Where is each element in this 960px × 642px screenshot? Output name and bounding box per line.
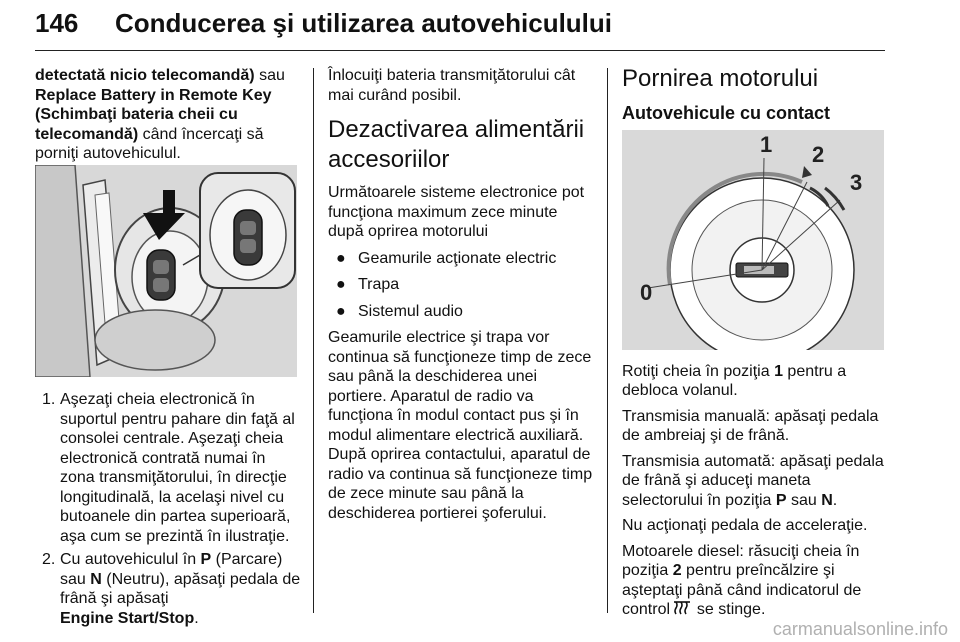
paragraph: Motoarele diesel: răsuciţi cheia în poziţia 2 pentru preîncălzire şi aşteptaţi până când indicatorul de control se stinge. xyxy=(622,542,862,618)
section-title: Pornirea motorului xyxy=(622,65,819,92)
column-2 xyxy=(328,66,596,529)
column-1 xyxy=(35,66,300,170)
paragraph: Geamurile electrice şi trapa vor continua să funcţioneze timp de zece sau până la deschiderea unei portiere. Aparatul de radio va funcţiona în modul contact pus şi în modul alimentare electrică auxiliară. După oprirea contactului, aparatul de radio va continua să funcţioneze timp de zece minute sau până la deschiderea portierei şoferului. xyxy=(328,329,593,522)
column-divider xyxy=(607,68,608,613)
list-item: 1. Aşezaţi cheia electronică în suportul pentru pahare din faţă al consolei centrale. Aşezaţi cheia electronică contrată numai în zona transmiţătorului, în direcţie longitudinală, la acelaşi nivel cu butoanele din partea superioară, aşa cum se prezintă în ilustraţie. xyxy=(42,391,295,545)
page-title: Conducerea şi utilizarea autovehiculului xyxy=(115,8,613,38)
list-item: ● Geamurile acţionate electric xyxy=(336,249,557,267)
paragraph: Rotiţi cheia în poziţia 1 pentru a debloca volanul. xyxy=(622,362,847,399)
paragraph: Nu acţionaţi pedala de acceleraţie. xyxy=(622,517,868,534)
subsection-title: Autovehicule cu contact xyxy=(622,103,831,123)
list-item: ● Trapa xyxy=(336,276,400,293)
watermark: carmanualsonline.info xyxy=(772,619,948,639)
paragraph: Următoarele sisteme electronice pot funcţiona maximum zece minute după oprirea motorului xyxy=(328,184,585,240)
list-item: 2. Cu autovehiculul în P (Parcare) sau N (Neutru), apăsaţi pedala de frână şi apăsaţi Engine Start/Stop. xyxy=(42,551,301,627)
column-3 xyxy=(622,66,892,626)
page-header xyxy=(35,0,885,51)
list-item: ● Sistemul audio xyxy=(336,302,463,320)
position-label-3: 3 xyxy=(850,169,863,195)
position-label-2: 2 xyxy=(812,141,825,167)
section-title: Dezactivarea alimentării accesoriilor xyxy=(328,116,585,173)
intro-paragraph: detectată nicio telecomandă) sau Replace Battery in Remote Key (Schimbaţi bateria cheii cu telecomandă) când încercaţi să porniţi autovehiculul. xyxy=(35,67,285,162)
ignition-switch-illustration xyxy=(622,130,884,350)
glow-plug-icon xyxy=(674,600,692,616)
position-label-1: 1 xyxy=(760,131,773,157)
paragraph: Transmisia manuală: apăsaţi pedala de ambreiaj şi de frână. xyxy=(622,407,879,444)
paragraph: Înlocuiţi bateria transmiţătorului cât mai curând posibil. xyxy=(328,67,576,104)
column-divider xyxy=(313,68,314,613)
steps-list xyxy=(35,390,303,632)
key-fob-cupholder-illustration xyxy=(35,165,297,377)
page-number: 146 xyxy=(35,8,79,38)
position-label-0: 0 xyxy=(640,279,653,305)
paragraph: Transmisia automată: apăsaţi pedala de frână şi aduceţi maneta selectorului în poziţia P sau N. xyxy=(622,452,884,509)
